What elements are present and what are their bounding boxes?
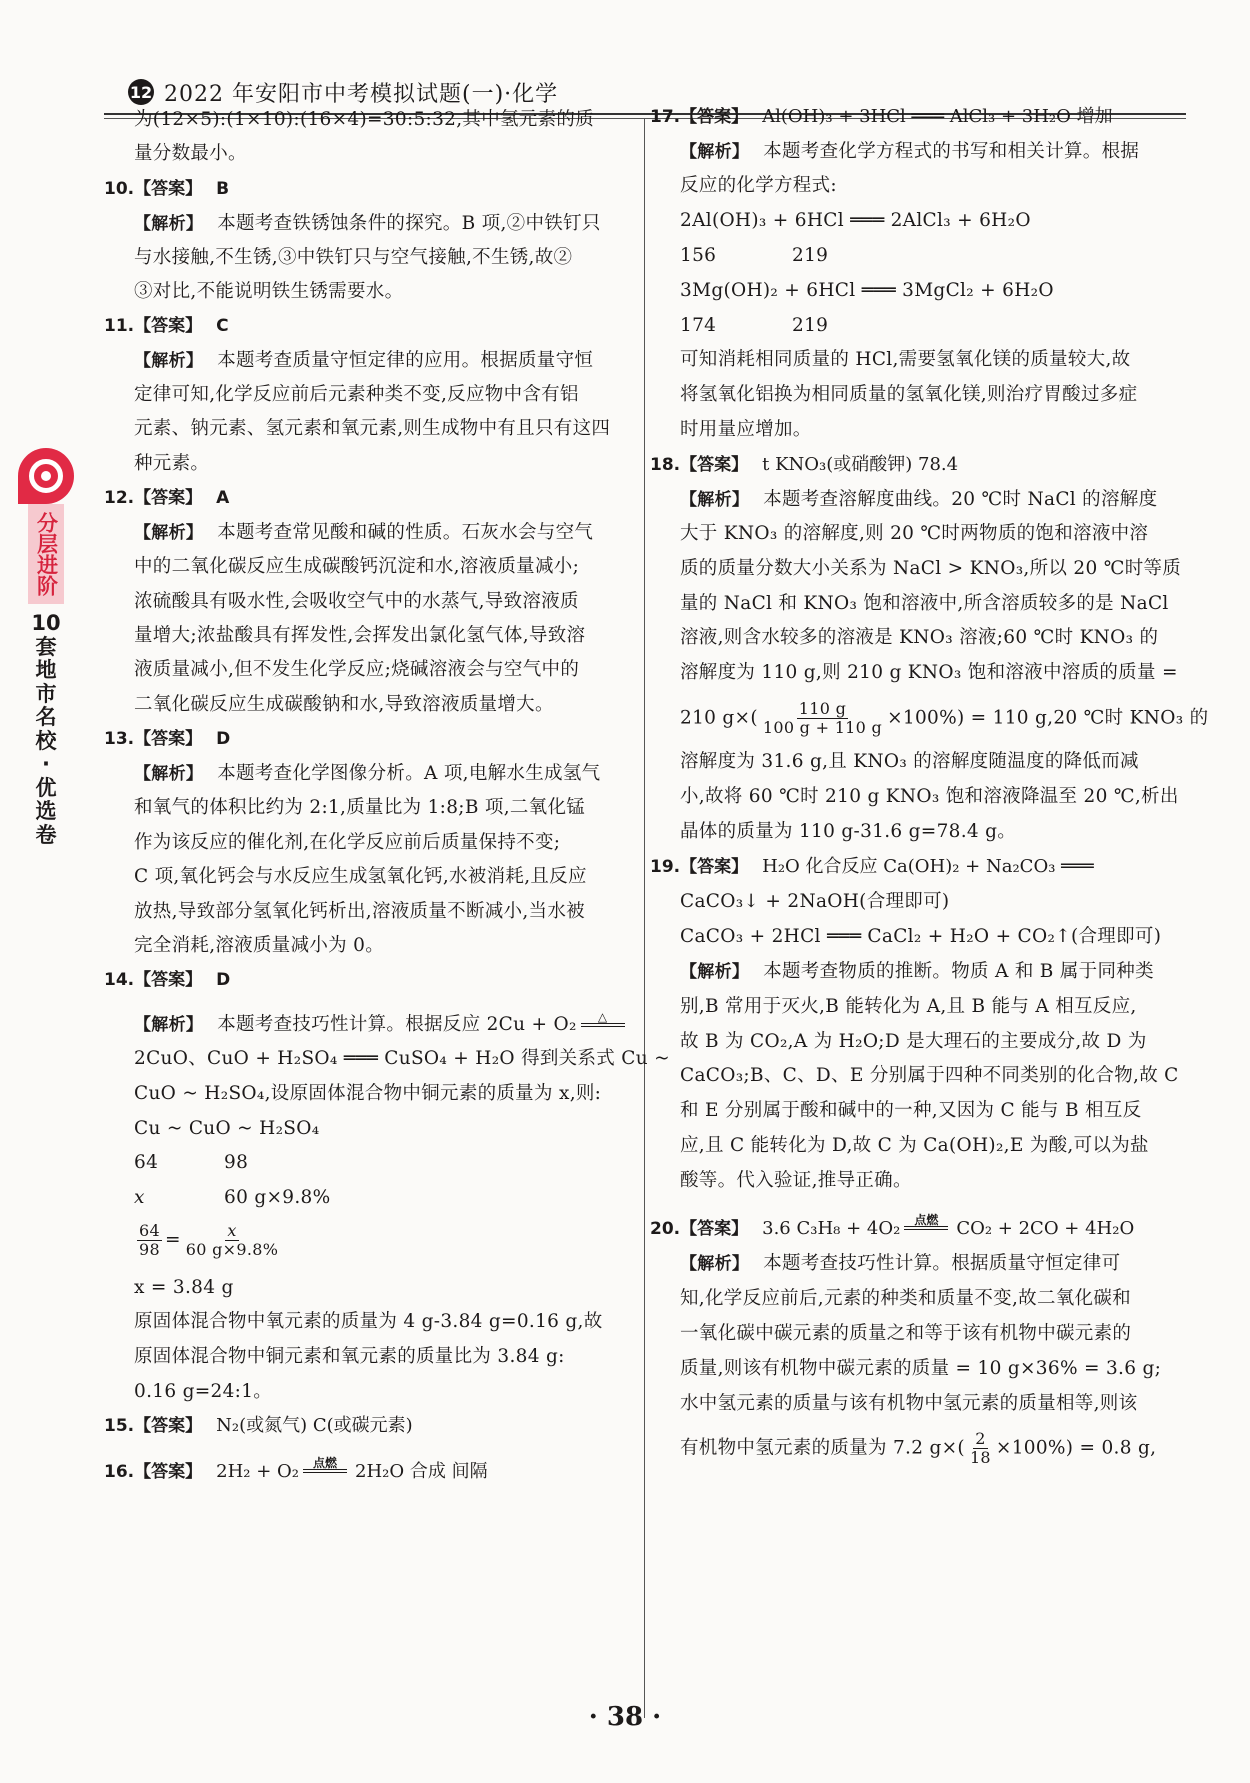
answer-value: N₂(或氮气) C(或碳元素)	[216, 1415, 413, 1436]
text-line: 将氢氧化铝换为相同质量的氢氧化镁,则治疗胃酸过多症	[680, 384, 1138, 405]
text-line: 与水接触,不生锈,③中铁钉只与空气接触,不生锈,故②	[134, 247, 573, 268]
text-line: 水中氢元素的质量与该有机物中氢元素的质量相等,则该	[680, 1393, 1138, 1414]
text-line: 【解析】 本题考查质量守恒定律的应用。根据质量守恒	[134, 350, 594, 371]
header-badge: 12	[128, 79, 154, 105]
text-line: 【解析】 本题考查技巧性计算。根据质量守恒定律可	[680, 1253, 1121, 1274]
text-line: C 项,氧化钙会与水反应生成氢氧化钙,水被消耗,且反应	[134, 866, 587, 887]
text-line: 中的二氧化碳反应生成碳酸钙沉淀和水,溶液质量减小;	[134, 556, 580, 577]
text-line: 知,化学反应前后,元素的种类和质量不变,故二氧化碳和	[680, 1288, 1131, 1309]
sidebar-char: 选	[35, 799, 57, 824]
header-title: 2022 年安阳市中考模拟试题(一)·化学	[164, 81, 559, 107]
question-20: 20.【答案】 3.6 C₃H₈ + 4O₂ 点燃 CO₂ + 2CO + 4H₂O	[650, 1213, 1135, 1239]
question-number: 18.【答案】	[650, 455, 749, 475]
analysis-tag: 【解析】	[134, 523, 204, 543]
text-line: 【解析】 本题考查常见酸和碱的性质。石灰水会与空气	[134, 522, 594, 543]
question-19	[650, 853, 1094, 881]
question-14	[104, 966, 230, 994]
sidebar-char: 10	[31, 611, 61, 635]
text-line: x = 3.84 g	[134, 1277, 234, 1298]
text-line: 2CuO、CuO + H₂SO₄ ═══ CuSO₄ + H₂O 得到关系式 Cu ~	[134, 1048, 670, 1069]
text-line: 时用量应增加。	[680, 419, 812, 440]
target-icon	[18, 448, 74, 504]
sidebar-char: 校	[35, 728, 57, 753]
text-line: 156 219	[680, 245, 829, 266]
question-number: 19.【答案】	[650, 857, 749, 877]
text-line: 晶体的质量为 110 g-31.6 g=78.4 g。	[680, 821, 1017, 842]
answer-value: H₂O 化合反应 Ca(OH)₂ + Na₂CO₃ ═══	[762, 856, 1094, 877]
text-line: 和 E 分别属于酸和碱中的一种,又因为 C 能与 B 相互反	[680, 1100, 1142, 1121]
analysis-tag: 【解析】	[680, 142, 750, 162]
sidebar-tab	[18, 448, 74, 847]
question-number: 14.【答案】	[104, 970, 203, 990]
analysis-tag: 【解析】	[134, 1015, 204, 1035]
text-line: 别,B 常用于灭火,B 能转化为 A,且 B 能与 A 相互反应,	[680, 996, 1137, 1017]
page-number: · 38 ·	[588, 1702, 662, 1732]
text-line: CaCO₃;B、C、D、E 分别属于四种不同类别的化合物,故 C	[680, 1065, 1179, 1086]
question-number: 10.【答案】	[104, 179, 203, 199]
text-line: 一氧化碳中碳元素的质量之和等于该有机物中碳元素的	[680, 1323, 1132, 1344]
text-line: 【解析】 本题考查化学图像分析。A 项,电解水生成氢气	[134, 763, 601, 784]
sidebar-char: 套	[35, 634, 57, 659]
text-line: 质的质量分数大小关系为 NaCl > KNO₃,所以 20 ℃时等质	[680, 558, 1182, 579]
question-12	[104, 484, 229, 512]
question-10	[104, 175, 229, 203]
sidebar-tag-red: 分层进阶	[28, 504, 64, 604]
question-13	[104, 725, 230, 753]
question-18	[650, 451, 958, 479]
text-line: 为(12×5):(1×10):(16×4)=30:5:32,其中氢元素的质	[134, 109, 595, 130]
text-line: 【解析】 本题考查技巧性计算。根据反应 2Cu + O₂ △	[134, 1011, 629, 1039]
text-line: 质量,则该有机物中碳元素的质量 = 10 g×36% = 3.6 g;	[680, 1358, 1162, 1379]
question-number: 20.【答案】	[650, 1219, 749, 1239]
text-line: 【解析】 本题考查铁锈蚀条件的探究。B 项,②中铁钉只	[134, 213, 601, 234]
answer-value: t KNO₃(或硝酸钾) 78.4	[762, 454, 959, 475]
analysis-tag: 【解析】	[680, 962, 750, 982]
text-line: 溶解度为 31.6 g,且 KNO₃ 的溶解度随温度的降低而减	[680, 751, 1139, 772]
text-line: CuO ~ H₂SO₄,设原固体混合物中铜元素的质量为 x,则:	[134, 1083, 602, 1104]
sidebar-char: 地	[35, 658, 57, 683]
answer-value: 2H₂ + O₂	[216, 1461, 299, 1482]
text-line: 种元素。	[134, 453, 210, 474]
question-number: 16.【答案】	[104, 1462, 203, 1482]
text-line: 溶液,则含水较多的溶液是 KNO₃ 溶液;60 ℃时 KNO₃ 的	[680, 627, 1159, 648]
text-line: 可知消耗相同质量的 HCl,需要氢氧化镁的质量较大,故	[680, 349, 1131, 370]
text-line: 【解析】 本题考查物质的推断。物质 A 和 B 属于同种类	[680, 961, 1154, 982]
question-16: 16.【答案】 2H₂ + O₂ 点燃 2H₂O 合成 间隔	[104, 1456, 488, 1482]
sidebar-char: ·	[42, 752, 50, 777]
text-line: 0.16 g=24:1。	[134, 1381, 273, 1402]
reaction-condition: 点燃	[904, 1214, 948, 1230]
sidebar-char: 市	[35, 681, 57, 706]
text-line: 【解析】 本题考查溶解度曲线。20 ℃时 NaCl 的溶解度	[680, 489, 1158, 510]
answer-value: D	[216, 970, 231, 990]
text-line: CaCO₃↓ + 2NaOH(合理即可)	[680, 891, 950, 912]
question-number: 15.【答案】	[104, 1416, 203, 1436]
question-15	[104, 1412, 413, 1440]
text-line: 溶解度为 110 g,则 210 g KNO₃ 饱和溶液中溶质的质量 =	[680, 662, 1178, 683]
text-line: 作为该反应的催化剂,在化学反应前后质量保持不变;	[134, 832, 561, 853]
fraction-equation: $\frac{64}{98}$ = $\frac{x}{60 g\times 9.8\%}$	[139, 1221, 279, 1259]
sidebar-char: 卷	[35, 822, 57, 847]
text-line: 元素、钠元素、氢元素和氧元素,则生成物中有且只有这四	[134, 418, 611, 439]
text-line: 定律可知,化学反应前后元素种类不变,反应物中含有铝	[134, 384, 579, 405]
text-line: 液质量减小,但不发生化学反应;烧碱溶液会与空气中的	[134, 659, 580, 680]
fraction-line: 有机物中氢元素的质量为 7.2 g×( $\frac{2}{18}$ ×100%) = 0.8 g,	[680, 1429, 1157, 1467]
text-line: 应,且 C 能转化为 D,故 C 为 Ca(OH)₂,E 为酸,可以为盐	[680, 1135, 1149, 1156]
question-17	[650, 103, 1113, 131]
text-line: 放热,导致部分氢氧化钙析出,溶液质量不断减小,当水被	[134, 901, 585, 922]
text-line: 量分数最小。	[134, 143, 247, 164]
text-line: 量的 NaCl 和 KNO₃ 饱和溶液中,所含溶质较多的是 NaCl	[680, 593, 1169, 614]
sidebar-char: 优	[35, 775, 57, 800]
analysis-tag: 【解析】	[134, 214, 204, 234]
text-line: 完全消耗,溶液质量减小为 0。	[134, 935, 385, 956]
sidebar-char: 名	[35, 705, 57, 730]
analysis-tag: 【解析】	[134, 351, 204, 371]
text-line: Cu ~ CuO ~ H₂SO₄	[134, 1118, 320, 1139]
text-line: 原固体混合物中氧元素的质量为 4 g-3.84 g=0.16 g,故	[134, 1311, 603, 1332]
question-11	[104, 312, 229, 340]
text-line: 和氧气的体积比约为 2:1,质量比为 1:8;B 项,二氧化锰	[134, 797, 586, 818]
answer-value: 3.6 C₃H₈ + 4O₂	[762, 1218, 901, 1239]
column-divider	[644, 118, 645, 1718]
text-line: 原固体混合物中铜元素和氧元素的质量比为 3.84 g:	[134, 1346, 565, 1367]
answer-value: B	[216, 179, 230, 199]
analysis-tag: 【解析】	[134, 764, 204, 784]
question-number: 17.【答案】	[650, 107, 749, 127]
text-line: 【解析】 本题考查化学方程式的书写和相关计算。根据	[680, 141, 1140, 162]
text-line: 二氧化碳反应生成碳酸钠和水,导致溶液质量增大。	[134, 694, 554, 715]
left-column	[104, 109, 670, 1723]
question-number: 11.【答案】	[104, 316, 203, 336]
question-number: 13.【答案】	[104, 729, 203, 749]
text-line: x 60 g×9.8%	[134, 1187, 331, 1208]
text-line: 酸等。代入验证,推导正确。	[680, 1170, 912, 1191]
right-column	[650, 106, 1209, 1723]
reaction-condition: 点燃	[303, 1457, 347, 1473]
text-line: 量增大;浓盐酸具有挥发性,会挥发出氯化氢气体,导致溶	[134, 625, 586, 646]
sidebar-tag-black	[28, 612, 64, 847]
answer-value: D	[216, 729, 231, 749]
text-line: 大于 KNO₃ 的溶解度,则 20 ℃时两物质的饱和溶液中溶	[680, 523, 1149, 544]
analysis-tag: 【解析】	[680, 490, 750, 510]
text-line: CaCO₃ + 2HCl ═══ CaCl₂ + H₂O + CO₂↑(合理即可)	[680, 926, 1162, 947]
reaction-condition: △	[581, 1011, 625, 1027]
answer-value: A	[216, 488, 230, 508]
text-line: 3Mg(OH)₂ + 6HCl ═══ 3MgCl₂ + 6H₂O	[680, 280, 1054, 301]
text-line: 64 98	[134, 1152, 249, 1173]
text-line: ③对比,不能说明铁生锈需要水。	[134, 281, 404, 302]
text-line: 小,故将 60 ℃时 210 g KNO₃ 饱和溶液降温至 20 ℃,析出	[680, 786, 1179, 807]
analysis-tag: 【解析】	[680, 1254, 750, 1274]
question-number: 12.【答案】	[104, 488, 203, 508]
text-line: 2Al(OH)₃ + 6HCl ═══ 2AlCl₃ + 6H₂O	[680, 210, 1031, 231]
answer-value: C	[216, 316, 229, 336]
text-line: 174 219	[680, 315, 829, 336]
text-line: 浓硫酸具有吸水性,会吸收空气中的水蒸气,导致溶液质	[134, 591, 579, 612]
text-line: 故 B 为 CO₂,A 为 H₂O;D 是大理石的主要成分,故 D 为	[680, 1031, 1147, 1052]
fraction-line: 210 g×( $\frac{110 g}{100 g + 110 g}$ ×100%) = 110 g,20 ℃时 KNO₃ 的	[680, 699, 1209, 737]
answer-value: Al(OH)₃ + 3HCl ═══ AlCl₃ + 3H₂O 增加	[762, 106, 1113, 127]
text-line: 反应的化学方程式:	[680, 175, 837, 196]
